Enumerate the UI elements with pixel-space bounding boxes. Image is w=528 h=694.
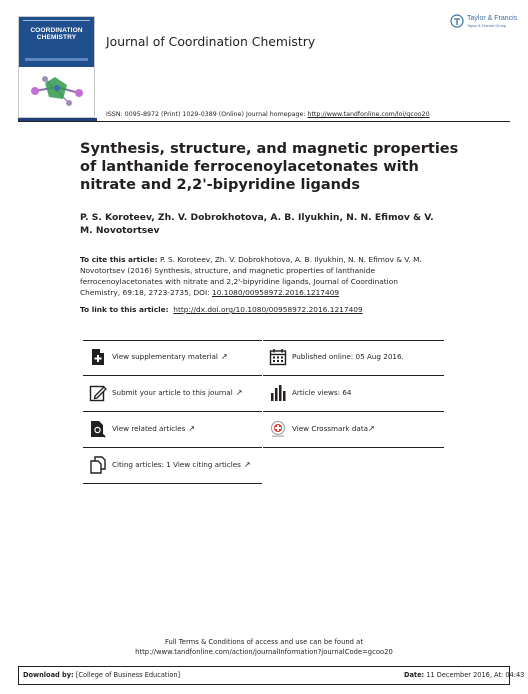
crossmark-button[interactable] xyxy=(263,412,444,448)
terms-link[interactable]: http://www.tandfonline.com/action/journalInformation?journalCode=gcoo20 xyxy=(135,647,393,656)
header-divider xyxy=(18,121,510,122)
cover-title xyxy=(19,27,94,41)
download-label: Download by: xyxy=(23,671,74,679)
views-label: Article views: 64 xyxy=(292,388,352,397)
crossmark-icon xyxy=(269,420,287,438)
publisher-logo[interactable] xyxy=(450,14,518,34)
article-authors: P. S. Koroteev, Zh. V. Dobrokhotova, A. B. Ilyukhin, N. N. Efimov & V. M. Novotortsev xyxy=(80,212,434,236)
citation-block xyxy=(80,254,425,298)
search-document-icon xyxy=(89,420,107,438)
external-link-icon: ↗ xyxy=(235,388,243,397)
terms-line: Full Terms & Conditions of access and use can be found at xyxy=(165,638,363,646)
submit-text: Submit your article to this journal xyxy=(112,388,233,397)
crossmark-label xyxy=(292,424,375,433)
terms-footer xyxy=(0,638,528,657)
supplementary-text: View supplementary material xyxy=(112,352,218,361)
journal-cover-image xyxy=(18,16,95,118)
cover-banner xyxy=(19,17,94,67)
calendar-icon xyxy=(269,348,287,366)
download-value: [College of Business Education] xyxy=(75,671,181,679)
submit-article-button[interactable] xyxy=(83,376,262,412)
article-link-label: To link to this article: xyxy=(80,305,169,314)
external-link-icon: ↗ xyxy=(188,424,196,433)
copy-documents-icon xyxy=(89,456,107,474)
date-value: 11 December 2016, At: 04:43 xyxy=(426,671,525,679)
related-text: View related articles xyxy=(112,424,186,433)
journal-title[interactable]: Journal of Coordination Chemistry xyxy=(106,34,316,49)
citing-label xyxy=(112,460,251,469)
document-plus-icon xyxy=(89,348,107,366)
crossmark-text: View Crossmark data xyxy=(292,424,369,433)
supplementary-label xyxy=(112,352,228,361)
submit-label xyxy=(112,388,242,397)
cover-rule xyxy=(23,20,90,22)
article-doi-link[interactable]: http://dx.doi.org/10.1080/00958972.2016.1217409 xyxy=(173,305,363,314)
external-link-icon: ↗ xyxy=(220,352,228,361)
citation-text: P. S. Koroteev, Zh. V. Dobrokhotova, A. B. Ilyukhin, N. N. Efimov & V. M. Novotortsev (2016) Synthesis, structure, and magnetic properties of lanthanide ferrocenoylacetonates with nitrate and 2,2'-bipyridine ligands, Journal of Coordination Chemistry, 69:18, 2723-2735, DOI: xyxy=(80,255,422,297)
related-label xyxy=(112,424,195,433)
download-info-box xyxy=(18,666,525,685)
cover-title-line-1: COORDINATION xyxy=(30,27,83,34)
citation-label: To cite this article: xyxy=(80,255,158,264)
issn-line xyxy=(106,111,430,118)
external-link-icon: ↗ xyxy=(243,460,251,469)
view-related-button[interactable] xyxy=(83,412,262,448)
citation-doi-link[interactable]: 10.1080/00958972.2016.1217409 xyxy=(212,288,340,297)
issn-text: ISSN: 0095-8972 (Print) 1029-0389 (Online) Journal homepage: xyxy=(106,111,308,118)
publisher-name: Taylor & Francis xyxy=(467,15,518,22)
article-views xyxy=(263,376,444,412)
edit-pencil-icon xyxy=(89,384,107,402)
taylor-francis-logo-icon xyxy=(450,14,464,28)
bar-chart-icon xyxy=(269,384,287,402)
article-title: Synthesis, structure, and magnetic properties of lanthanide ferrocenoylacetonates with nitrate and 2,2'-bipyridine ligands xyxy=(80,141,459,193)
download-by xyxy=(23,671,180,679)
cover-stripe xyxy=(25,58,88,61)
external-link-icon: ↗ xyxy=(368,424,375,433)
citing-articles-button[interactable] xyxy=(83,448,262,484)
view-supplementary-button[interactable] xyxy=(83,340,262,376)
download-date xyxy=(404,671,524,679)
journal-homepage-link[interactable]: http://www.tandfonline.com/loi/gcoo20 xyxy=(307,111,430,118)
publisher-subtitle: Taylor & Francis Group xyxy=(467,24,506,28)
article-link-line xyxy=(80,305,363,314)
date-label: Date: xyxy=(404,671,425,679)
cover-title-line-2: CHEMISTRY xyxy=(36,34,77,41)
molecule-illustration xyxy=(25,71,89,111)
citing-text: Citing articles: 1 View citing articles xyxy=(112,460,241,469)
published-label: Published online: 05 Aug 2016. xyxy=(292,352,404,361)
published-date xyxy=(263,340,444,376)
